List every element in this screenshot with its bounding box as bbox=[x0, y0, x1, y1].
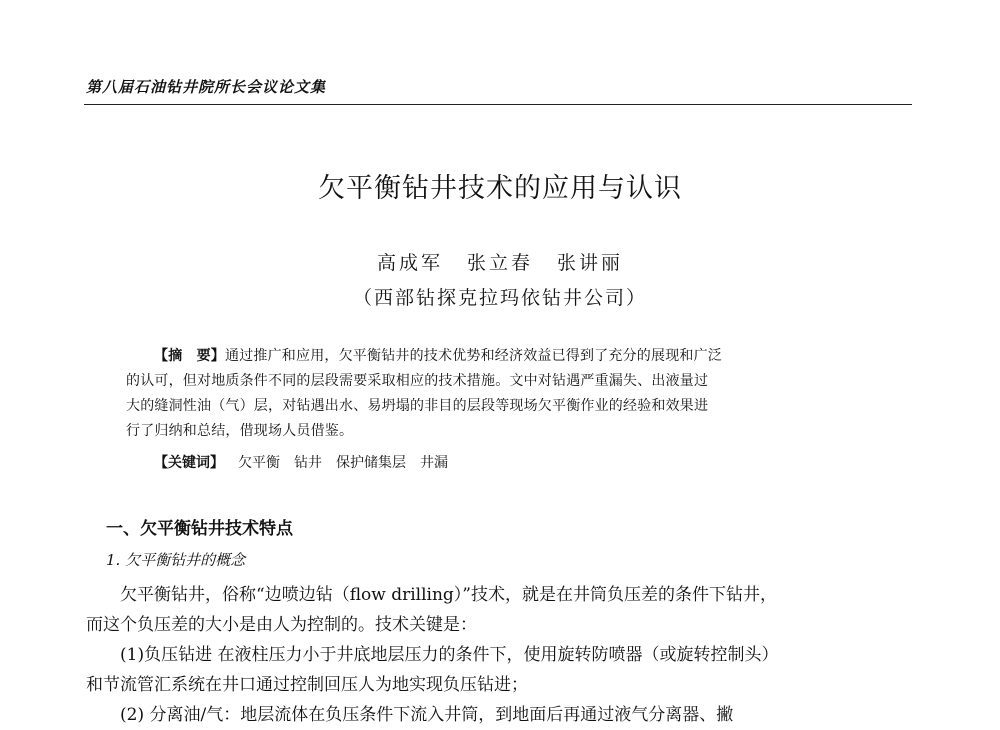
abstract bbox=[126, 344, 876, 444]
body-line: (2) 分离油/气：地层流体在负压条件下流入井筒，到地面后再通过液气分离器、撇 bbox=[120, 705, 734, 725]
body-line: 而这个负压差的大小是由人为控制的。技术关键是： bbox=[86, 615, 477, 635]
abstract-tag: 【摘 要】 bbox=[154, 348, 225, 364]
subsection-heading: 1. 欠平衡钻井的概念 bbox=[106, 551, 246, 569]
author-name: 张立春 bbox=[466, 252, 533, 274]
running-header: 第八届石油钻井院所长会议论文集 bbox=[86, 78, 327, 96]
abstract-line: 行了归纳和总结，借现场人员借鉴。 bbox=[126, 423, 354, 439]
section-heading: 一、欠平衡钻井技术特点 bbox=[106, 519, 293, 539]
affiliation: （西部钻探克拉玛依钻井公司） bbox=[352, 287, 647, 309]
keywords bbox=[154, 452, 448, 472]
abstract-line: 大的缝洞性油（气）层，对钻遇出水、易坍塌的非目的层段等现场欠平衡作业的经验和效果进 bbox=[126, 398, 709, 414]
keyword: 欠平衡 bbox=[238, 455, 280, 471]
paper-title: 欠平衡钻井技术的应用与认识 bbox=[318, 173, 682, 204]
body-line: 和节流管汇系统在井口通过控制回压人为地实现负压钻进； bbox=[86, 675, 528, 695]
abstract-text: 通过推广和应用，欠平衡钻井的技术优势和经济效益已得到了充分的展现和广泛 bbox=[225, 348, 722, 364]
author-list bbox=[0, 248, 1000, 275]
body-line: 欠平衡钻井，俗称“边喷边钻（flow drilling）”技术，就是在井筒负压差的条件下钻井， bbox=[120, 585, 777, 605]
author-name: 高成军 bbox=[376, 252, 443, 274]
keywords-tag: 【关键词】 bbox=[154, 455, 224, 471]
body-text bbox=[86, 580, 906, 730]
author-name: 张讲丽 bbox=[557, 252, 624, 274]
abstract-line: 的认可，但对地质条件不同的层段需要采取相应的技术措施。文中对钻遇严重漏失、出液量过 bbox=[126, 373, 709, 389]
keyword: 井漏 bbox=[420, 455, 448, 471]
keyword: 保护储集层 bbox=[336, 455, 406, 471]
keyword: 钻井 bbox=[294, 455, 322, 471]
abstract-line bbox=[126, 344, 876, 369]
body-line: (1)负压钻进 在液柱压力小于井底地层压力的条件下，使用旋转防喷器（或旋转控制头） bbox=[120, 645, 779, 665]
header-rule bbox=[84, 104, 912, 105]
